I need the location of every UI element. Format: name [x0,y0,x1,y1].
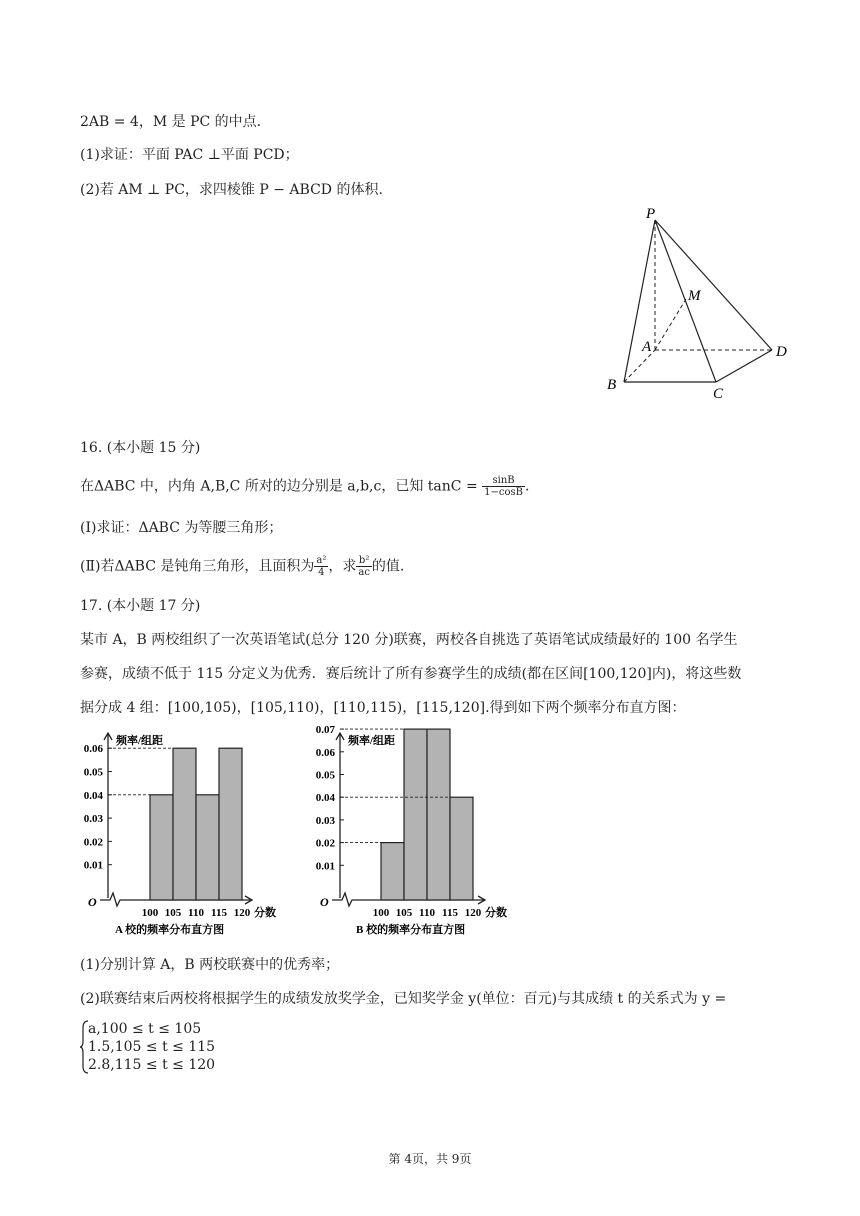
hist-b-origin-label: O [320,895,329,909]
hist-b-y-arrow [336,733,344,740]
p16-part2-pre: (Ⅱ)若ΔABC 是钝角三角形，且面积为 [80,558,315,575]
hist-a-x-axis [100,893,252,906]
p15-part2: (2)若 AM ⊥ PC，求四棱锥 P − ABCD 的体积. [80,182,383,198]
ratio-frac-num: b² [356,555,372,567]
case-2: 1.5,105 ≤ t ≤ 115 [88,1039,216,1055]
edge-PC [655,220,716,382]
case-3: 2.8,115 ≤ t ≤ 120 [88,1057,216,1073]
p16-part1: (Ⅰ)求证：ΔABC 为等腰三角形； [80,520,283,536]
hist-a-y-title: 频率/组距 [116,735,164,747]
hist-b-x-tick-label: 100 [372,907,390,919]
p15-line1: 2AB = 4，M 是 PC 的中点. [80,114,262,130]
p17-part2: (2)联赛结束后两校将根据学生的成绩发放奖学金，已知奖学金 y(单位：百元)与其成绩 t 的关系式为 y = [80,991,727,1007]
area-fraction [314,555,328,578]
edge-PB [624,220,655,382]
edge-AB [624,350,655,382]
hist-a-title: A 校的频率分布直方图 [115,924,225,936]
p15-part1: (1)求证：平面 PAC ⊥平面 PCD； [80,147,299,163]
p17-part1: (1)分别计算 A，B 两校联赛中的优秀率； [80,957,340,973]
case-1: a,100 ≤ t ≤ 105 [88,1021,202,1037]
label-B: B [607,377,617,393]
hist-a-y-arrow [104,733,112,740]
hist-b-bar [450,797,473,900]
hist-b-x-tick-label: 115 [442,907,458,919]
label-C: C [713,386,724,402]
hist-b-x-tick-label: 110 [419,907,435,919]
hist-b-y-tick-label: 0.06 [315,746,335,759]
hist-a-x-tick-label: 115 [211,907,227,919]
p16-header: 16. (本小题 15 分) [80,440,201,456]
hist-a-bar [219,748,242,900]
hist-a-x-tick-label: 105 [164,907,182,919]
hist-a-x-arrow [245,896,252,904]
p16-stem [80,475,529,498]
hist-a-bar [150,795,173,900]
hist-b-bar [427,729,450,900]
hist-b-y-tick-label: 0.02 [315,837,335,850]
hist-a-y-tick-label: 0.04 [83,789,103,802]
hist-a-y-tick-label: 0.01 [83,859,103,872]
hist-b-y-tick-label: 0.04 [315,792,335,805]
frac-denominator: 1−cosB [484,487,523,498]
area-frac-den: 4 [318,567,325,578]
p17-stem2: 参赛，成绩不低于 115 分定义为优秀．赛后统计了所有参赛学生的成绩(都在区间[100,120]内)，将这些数 [80,666,742,682]
hist-b-x-arrow [478,896,485,904]
hist-b-y-title: 频率/组距 [348,735,396,747]
label-D: D [776,344,787,360]
hist-b-x-title: 分数 [485,907,507,919]
hist-b-x-tick-label: 120 [464,907,482,919]
hist-a-bar [196,795,219,900]
edge-AM [655,299,686,350]
edge-PD [655,220,772,350]
label-P: P [646,206,656,222]
hist-b-bar [404,729,427,900]
edge-CD [716,350,772,382]
ratio-fraction [356,555,372,578]
hist-b-y-tick-label: 0.01 [315,860,335,873]
hist-b-x-tick-label: 105 [395,907,413,919]
label-M: M [688,288,701,304]
hist-a-y-tick-label: 0.03 [83,813,103,826]
hist-b-y-tick-label: 0.03 [315,814,335,827]
hist-a-x-tick-label: 120 [233,907,251,919]
hist-b-y-tick-label: 0.07 [315,724,335,737]
p16-part2 [80,555,404,578]
area-frac-num: a² [316,555,327,566]
hist-a-x-tick-label: 100 [141,907,159,919]
tanc-fraction [482,475,525,498]
hist-a-x-title: 分数 [254,907,276,919]
hist-a-x-tick-label: 110 [188,907,204,919]
p17-header: 17. (本小题 17 分) [80,598,201,614]
hist-b-title: B 校的频率分布直方图 [356,924,466,936]
hist-b-y-tick-label: 0.05 [315,769,335,782]
p16-part2-mid: ，求 [328,558,357,575]
hist-a-origin-label: O [88,895,97,909]
p17-stem3: 据分成 4 组：[100,105)，[105,110)，[110,115)，[115,120].得到如下两个频率分布直方图： [80,700,686,716]
ratio-frac-den: ac [358,567,370,578]
p16-part2-post: 的值. [371,558,405,575]
frac-numerator: sinB [482,475,525,487]
p17-stem1: 某市 A，B 两校组织了一次英语笔试(总分 120 分)联赛，两校各自挑选了英语笔试成绩最好的 100 名学生 [80,632,738,648]
hist-b-x-axis [332,893,485,906]
label-A: A [642,339,652,355]
hist-b-bar [381,843,404,900]
p16-stem-end: . [524,478,530,495]
hist-a-bar [173,748,196,900]
hist-a-y-tick-label: 0.02 [83,836,103,849]
hist-a-y-tick-label: 0.05 [83,766,103,779]
hist-a-y-tick-label: 0.06 [83,743,103,756]
p16-stem-text: 在ΔABC 中，内角 A,B,C 所对的边分别是 a,b,c，已知 tanC = [80,478,478,495]
page-footer: 第 4页，共 9页 [388,1152,472,1166]
